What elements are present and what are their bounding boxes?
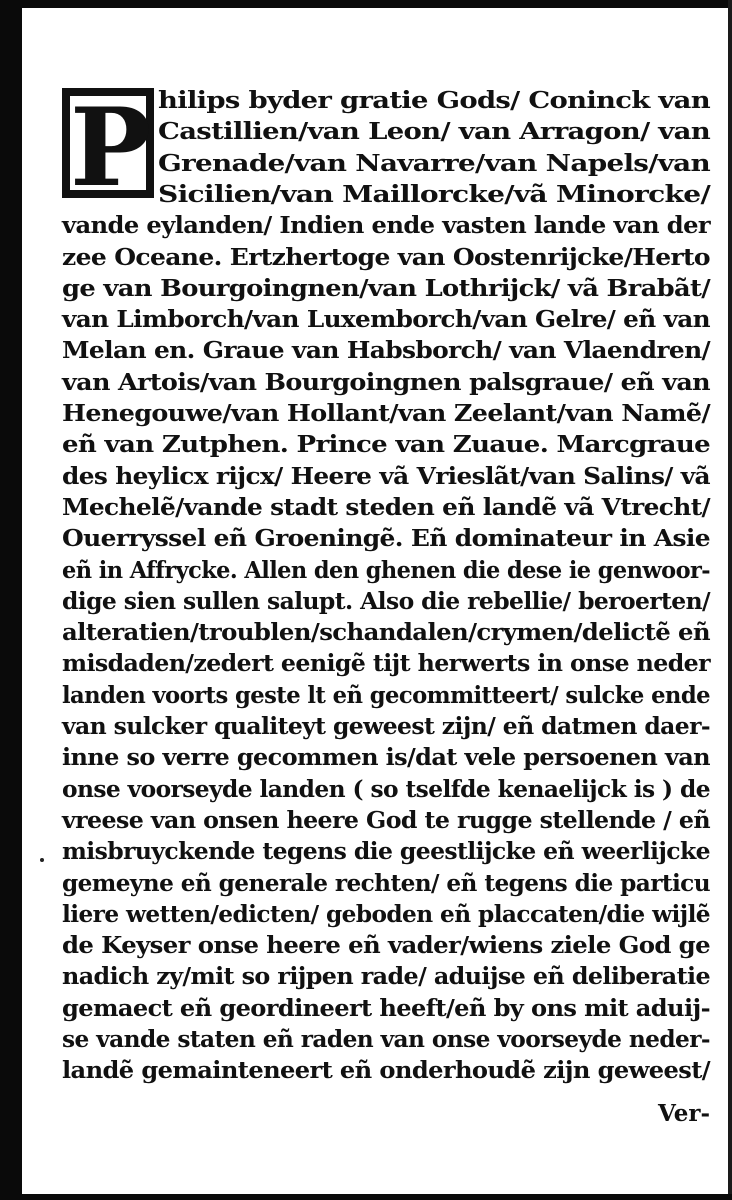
text-line: vreese van onsen heere God te rugge stellende / eñ: [62, 805, 710, 834]
text-line: des heylicx rijcx/ Heere vã Vrieslãt/van Salins/ vã: [62, 461, 710, 490]
text-line: Castillien/van Leon/ van Arragon/ van: [158, 117, 710, 146]
scan-border-top: [0, 0, 732, 8]
text-line: landen voorts geste lt eñ gecommitteert/ sulcke ende: [62, 680, 710, 709]
text-line: hilips byder gratie Gods/ Coninck van: [158, 86, 710, 114]
catchword: Ver-: [657, 1100, 710, 1127]
text-line: Sicilien/van Maillorcke/vã Minorcke/: [158, 179, 710, 208]
text-line: alteratien/troublen/schandalen/crymen/delictẽ eñ: [62, 618, 710, 647]
text-line: landẽ gemainteneert eñ onderhoudẽ zijn geweest/: [62, 1056, 710, 1085]
text-line: inne so verre gecommen is/dat vele persoenen van: [62, 743, 710, 772]
text-line: onse voorseyde landen ( so tselfde kenaelijck is ) de: [62, 774, 710, 803]
text-line: misbruyckende tegens die geestlijcke eñ weerlijcke: [62, 837, 710, 866]
text-line: Melan en. Graue van Habsborch/ van Vlaendren/: [62, 336, 710, 365]
text-line: Grenade/van Navarre/van Napels/van: [158, 148, 710, 177]
text-line: gemaect eñ geordineert heeft/eñ by ons mit aduij-: [62, 993, 710, 1022]
initial-letter: P: [70, 85, 151, 211]
text-line: misdaden/zedert eenigẽ tijt herwerts in onse neder: [62, 649, 710, 678]
text-line: vande eylanden/ Indien ende vasten lande van der: [62, 211, 710, 240]
text-line: van Artois/van Bourgoingnen palsgraue/ eñ van: [62, 367, 710, 396]
scan-border-bottom: [0, 1194, 732, 1200]
text-line: ge van Bourgoingnen/van Lothrijck/ vã Brabãt/: [62, 273, 710, 302]
text-line: Ouerryssel eñ Groeningẽ. Eñ dominateur in Asie: [62, 524, 710, 553]
text-line: eñ van Zutphen. Prince van Zuaue. Marcgraue: [62, 430, 710, 459]
text-line: dige sien sullen salupt. Also die rebellie/ beroerten/: [62, 586, 710, 615]
scan-border-right: [728, 0, 732, 1200]
text-line: se vande staten eñ raden van onse voorseyde neder-: [62, 1025, 710, 1053]
text-line: van Limborch/van Luxemborch/van Gelre/ eñ van: [62, 305, 710, 334]
scan-border-left: [0, 0, 22, 1200]
text-line: zee Oceane. Ertzhertoge van Oostenrijcke/Herto: [62, 242, 710, 271]
text-line: van sulcker qualiteyt geweest zijn/ eñ datmen daer-: [62, 712, 710, 740]
text-line: eñ in Affrycke. Allen den ghenen die dese ie genwoor-: [62, 555, 710, 584]
ink-speck: [40, 858, 44, 862]
text-line: nadich zy/mit so rijpen rade/ aduijse eñ deliberatie: [62, 962, 710, 991]
text-line: Mechelẽ/vande stadt steden eñ landẽ vã Vtrecht/: [62, 492, 710, 521]
decorated-initial: [62, 85, 154, 211]
text-line: gemeyne eñ generale rechten/ eñ tegens die particu: [62, 868, 710, 897]
text-line: liere wetten/edicten/ geboden eñ placcaten/die wijlẽ: [62, 899, 710, 928]
text-line: de Keyser onse heere eñ vader/wiens ziele God ge: [62, 931, 710, 960]
text-line: Henegouwe/van Hollant/van Zeelant/van Namẽ/: [62, 399, 710, 427]
